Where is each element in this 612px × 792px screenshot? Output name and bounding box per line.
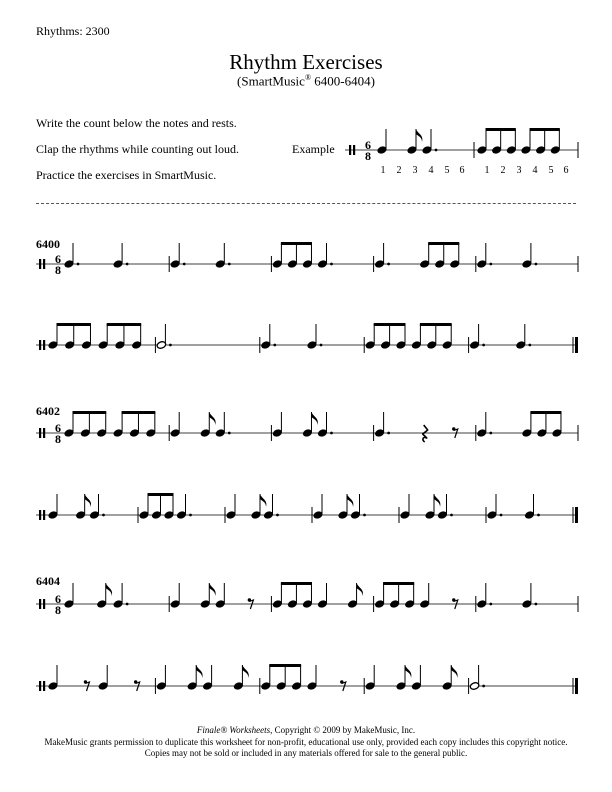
beam [530,411,561,414]
example-count: 5 [444,165,450,176]
eighth-flag [311,412,317,425]
measure [272,582,363,608]
percussion-clef-bar [43,681,45,691]
instruction-2: Clap the rhythms while counting out loud. [36,142,239,156]
augmentation-dot [126,603,129,606]
beam [486,128,516,131]
example-count: 6 [563,165,569,176]
measure [170,243,231,268]
measure [261,664,346,691]
augmentation-dot [228,263,231,266]
measure [487,494,540,519]
eighth-flag [106,583,112,596]
footer-line-1 [0,725,612,737]
eighth-flag [405,665,411,678]
page-title: Rhythm Exercises [229,50,383,74]
exercise-label-6404: 6404 [36,574,60,588]
measure [64,411,156,437]
percussion-clef-bar [39,599,41,609]
time-signature-numerator: 6 [55,252,61,266]
footer-copyright: , Copyright © 2009 by MakeMusic, Inc. [270,725,416,735]
example-count: 6 [459,165,465,176]
augmentation-dot [450,514,453,517]
time-signature-denominator: 8 [55,432,61,446]
percussion-clef-bar [39,510,41,520]
augmentation-dot [482,685,485,688]
beam [281,582,312,585]
quarter-rest [423,425,428,442]
augmentation-dot [435,149,438,152]
eighth-flag [209,583,215,596]
augmentation-dot [528,344,531,347]
augmentation-dot [489,432,492,435]
measure [156,324,172,349]
eighth-rest-stroke [85,682,89,691]
measure [139,493,192,519]
final-barline-thick [575,678,578,694]
eighth-rest-stroke [136,682,140,691]
example-label: Example [292,142,335,156]
instruction-1: Write the count below the notes and rests. [36,116,237,130]
augmentation-dot [482,344,485,347]
augmentation-dot [387,432,390,435]
time-signature-denominator: 8 [55,263,61,277]
measure [48,494,105,519]
augmentation-dot [126,263,129,266]
augmentation-dot [500,514,503,517]
example-count: 1 [380,165,386,176]
instruction-3: Practice the exercises in SmartMusic. [36,168,217,182]
augmentation-dot [535,603,538,606]
beam [269,664,301,667]
eighth-flag [209,412,215,425]
percussion-clef-bar [43,259,45,269]
beam [420,323,452,326]
percussion-clef-bar [43,599,45,609]
augmentation-dot [330,263,333,266]
eighth-flag [347,494,353,507]
final-barline-thick [575,337,578,353]
footer-product-name: Finale® Worksheets [196,725,271,735]
example-count: 2 [500,165,506,176]
beam [73,411,107,414]
eighth-flag [196,665,202,678]
measure [48,665,140,691]
example-count: 1 [484,165,490,176]
percussion-clef-bar [43,340,45,350]
eighth-flag [434,494,440,507]
example-count: 4 [532,165,538,176]
example-count: 3 [516,165,522,176]
example-count: 4 [428,165,434,176]
measure [48,323,142,349]
eighth-flag [357,583,363,596]
measure [272,242,333,268]
measure [374,242,460,268]
augmentation-dot [276,514,279,517]
measure [365,665,458,690]
eighth-flag [85,494,91,507]
augmentation-dot [183,263,186,266]
augmentation-dot [169,344,172,347]
augmentation-dot [535,263,538,266]
percussion-clef-bar [39,428,41,438]
eighth-flag [416,129,422,142]
augmentation-dot [489,263,492,266]
time-signature-denominator: 8 [55,603,61,617]
exercise-label-6402: 6402 [36,404,60,418]
measure [261,324,323,349]
augmentation-dot [387,263,390,266]
eighth-rest-stroke [342,682,346,691]
percussion-clef-bar [43,428,45,438]
measure [469,324,531,349]
percussion-clef-bar [39,681,41,691]
example-count: 5 [548,165,554,176]
measure [400,494,453,519]
copyright-footer [0,725,612,760]
beam [428,242,459,245]
beam [530,128,560,131]
measure [170,412,231,437]
measure [477,583,538,608]
measure [477,411,563,437]
eighth-flag [242,665,248,678]
percussion-clef-bar [349,145,351,155]
registered-mark: ® [304,73,312,82]
percussion-clef-bar [353,145,355,155]
augmentation-dot [189,514,192,517]
measure [365,323,452,349]
beam [57,323,91,326]
percussion-clef-bar [39,340,41,350]
eighth-flag [260,494,266,507]
subtitle-prefix: (SmartMusic [237,73,305,89]
measure [469,665,485,690]
eighth-rest-stroke [454,429,458,438]
augmentation-dot [489,603,492,606]
eighth-rest-stroke [454,600,458,609]
exercise-label-6400: 6400 [36,237,60,251]
measure [156,665,249,690]
time-signature-numerator: 6 [365,138,371,152]
measure [313,494,366,519]
final-barline-thick [575,507,578,523]
beam [281,242,312,245]
percussion-clef-bar [43,510,45,520]
measure [477,128,561,154]
example-count: 2 [396,165,402,176]
eighth-rest-stroke [249,600,253,609]
augmentation-dot [102,514,105,517]
beam [383,582,414,585]
augmentation-dot [330,432,333,435]
beam [122,411,156,414]
percussion-clef-bar [39,259,41,269]
augmentation-dot [537,514,540,517]
measure [374,582,457,609]
time-signature-numerator: 6 [55,421,61,435]
measure [226,494,279,519]
measure [374,412,457,442]
augmentation-dot [273,344,276,347]
time-signature-numerator: 6 [55,592,61,606]
measure [477,243,538,268]
beam [148,493,174,496]
beam [107,323,141,326]
measure [170,583,253,609]
beam [374,323,406,326]
measure [272,412,333,437]
augmentation-dot [77,263,80,266]
augmentation-dot [228,432,231,435]
augmentation-dot [320,344,323,347]
example-count: 3 [412,165,418,176]
worksheet-code-label: Rhythms: 2300 [36,24,110,38]
footer-line-2: MakeMusic grants permission to duplicate this worksheet for non-profit, educational use only, provided each copy includes this copyright notice. [44,736,568,747]
measure [64,243,129,268]
time-signature-denominator: 8 [365,149,371,163]
eighth-flag [451,665,457,678]
footer-line-3: Copies may not be sold or included in any materials offered for sale to the general public. [144,748,468,758]
augmentation-dot [363,514,366,517]
measure [64,583,129,608]
measure [377,129,438,154]
subtitle-suffix: 6400-6404) [311,73,375,89]
